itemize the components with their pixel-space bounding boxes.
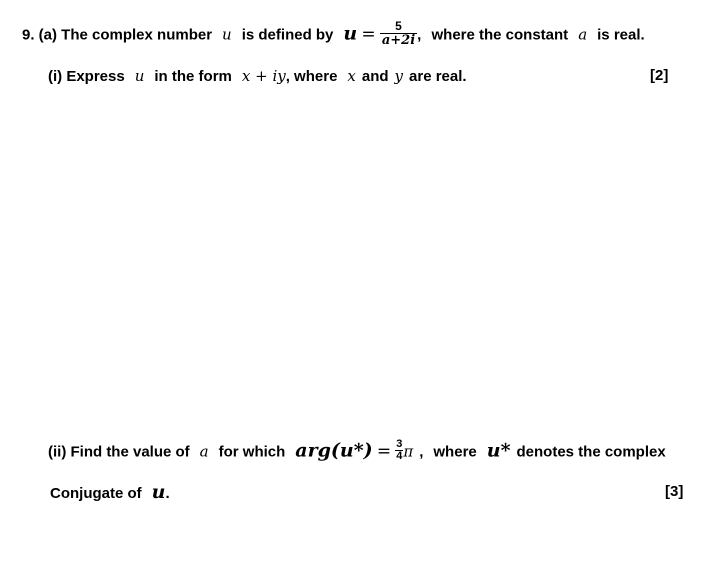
- pi-symbol: π: [403, 442, 414, 461]
- question-9a-line: [22, 19, 645, 49]
- variable-u: u: [222, 25, 232, 44]
- fraction-denominator: 4: [396, 450, 403, 462]
- fraction-3-over-4: [395, 439, 403, 462]
- part-ii-marks: [3]: [665, 483, 684, 500]
- denotes-text: denotes the complex: [516, 443, 666, 461]
- part-ii-line: [48, 438, 666, 464]
- and-text: and: [361, 68, 389, 85]
- variable-y: y: [394, 67, 404, 85]
- part-i-marks: [2]: [650, 67, 669, 84]
- equals-sign: =: [376, 441, 392, 462]
- variable-u-large: u: [343, 22, 358, 45]
- is-real-text: is real.: [597, 26, 645, 44]
- variable-u: u: [151, 481, 166, 503]
- expression-x-plus-iy: x + iy: [241, 67, 286, 85]
- fraction-denominator: a+2i: [381, 33, 416, 48]
- comma-where-text: , where: [285, 68, 338, 85]
- fraction-numerator: 5: [380, 20, 417, 34]
- part-ii-label: (ii) Find the value of: [48, 443, 190, 461]
- variable-x: x: [347, 67, 356, 85]
- question-label: 9. (a) The complex number: [22, 26, 213, 44]
- period: .: [165, 485, 170, 502]
- are-real-text: are real.: [409, 68, 467, 85]
- where-constant-text: where the constant: [431, 26, 569, 44]
- variable-u: u: [134, 67, 145, 85]
- comma: ,: [419, 443, 424, 461]
- conjugate-text: Conjugate of: [50, 485, 142, 502]
- fraction-5-over-a-plus-2i: [380, 20, 417, 47]
- part-i-label: (i) Express: [48, 68, 125, 85]
- equals-sign: =: [361, 24, 376, 45]
- part-i-line: [48, 67, 467, 86]
- u-conjugate: u*: [486, 439, 511, 462]
- defined-by-text: is defined by: [241, 26, 334, 44]
- comma: ,: [417, 26, 422, 44]
- for-which-text: for which: [218, 443, 286, 461]
- fraction-numerator: 3: [396, 438, 403, 450]
- variable-a: a: [199, 442, 209, 461]
- variable-a: a: [578, 25, 588, 44]
- arg-expression: arg(u*): [295, 439, 373, 462]
- conjugate-line: [50, 483, 170, 503]
- where-text: where: [433, 443, 477, 461]
- in-form-text: in the form: [154, 68, 232, 85]
